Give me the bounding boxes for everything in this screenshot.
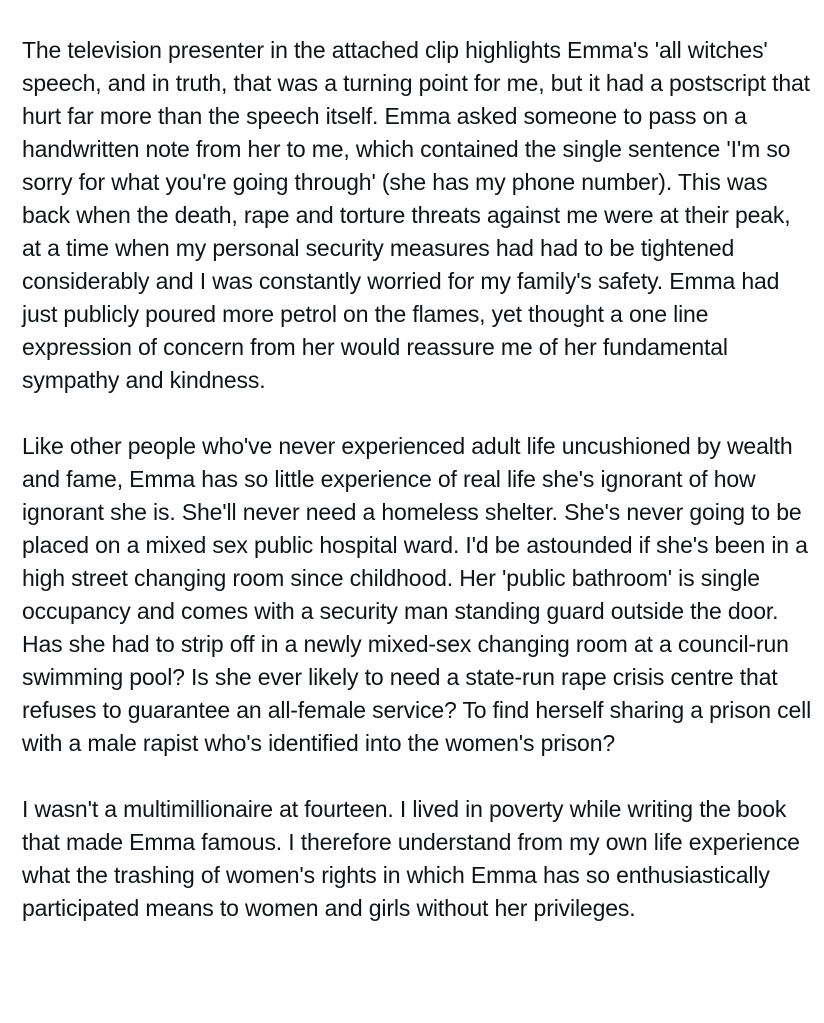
post-text: [22, 34, 812, 925]
post-paragraph-2: Like other people who've never experienced adult life uncushioned by wealth and fame, Emma has so little experience of real life she's ignorant of how ignorant she is. She'll never need a homeless shelter. She's never going to be placed on a mixed sex public hospital ward. I'd be astounded if she's been in a high street changing room since childhood. Her 'public bathroom' is single occupancy and comes with a security man standing guard outside the door. Has she had to strip off in a newly mixed-sex changing room at a council-run swimming pool? Is she ever likely to need a state-run rape crisis centre that refuses to guarantee an all-female service? To find herself sharing a prison cell with a male rapist who's identified into the women's prison?: [22, 433, 812, 756]
post-paragraph-3: I wasn't a multimillionaire at fourteen. I lived in poverty while writing the book that made Emma famous. I therefore understand from my own life experience what the trashing of women's rights in which Emma has so enthusiastically participated means to women and girls without her privileges.: [22, 796, 800, 921]
post-paragraph-1: The television presenter in the attached clip highlights Emma's 'all witches' speech, and in truth, that was a turning point for me, but it had a postscript that hurt far more than the speech itself. Emma asked someone to pass on a handwritten note from her to me, which contained the single sentence 'I'm so sorry for what you're going through' (she has my phone number). This was back when the death, rape and torture threats against me were at their peak, at a time when my personal security measures had had to be tightened considerably and I was constantly worried for my family's safety. Emma had just publicly poured more petrol on the flames, yet thought a one line expression of concern from her would reassure me of her fundamental sympathy and kindness.: [22, 37, 810, 393]
